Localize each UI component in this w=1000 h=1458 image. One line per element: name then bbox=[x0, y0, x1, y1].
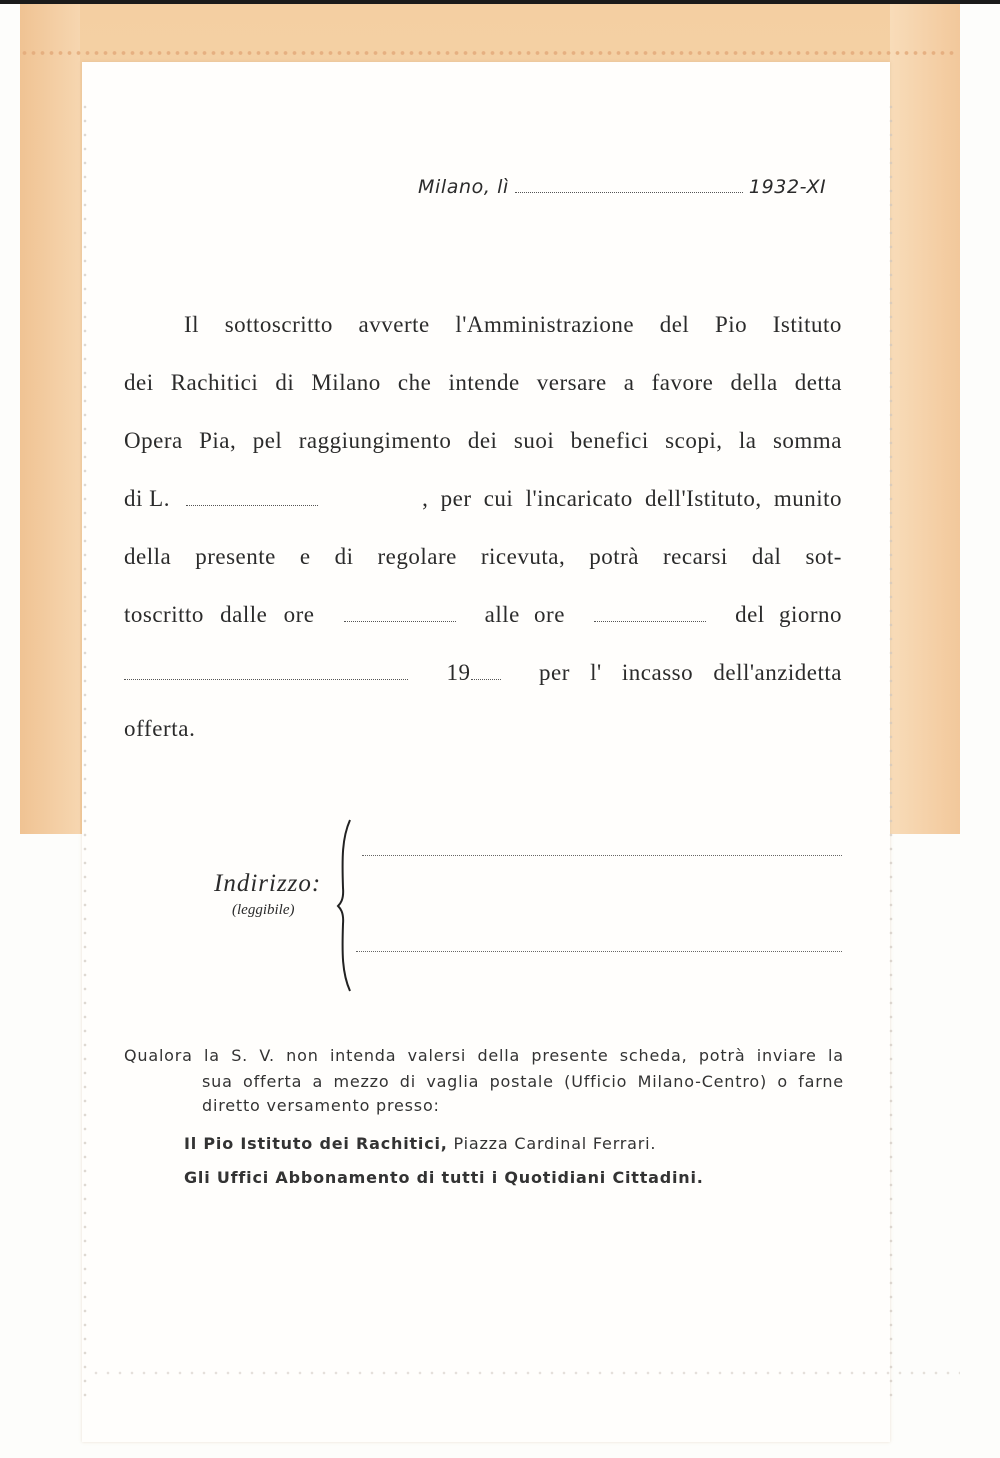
note-word: Qualora bbox=[124, 1046, 193, 1065]
body-word: Milano bbox=[311, 370, 381, 395]
amount-prefix: di L. bbox=[124, 486, 170, 511]
body-word: dei bbox=[467, 428, 498, 453]
body-word: che bbox=[397, 370, 432, 395]
note-word: V. bbox=[259, 1046, 275, 1065]
address-sublabel: (leggibile) bbox=[232, 902, 295, 918]
note-line-2 bbox=[202, 1072, 844, 1091]
place-text: Milano, lì bbox=[418, 176, 509, 198]
body-word: recarsi bbox=[663, 544, 728, 569]
note-word: non bbox=[286, 1046, 319, 1065]
body-word: del bbox=[659, 312, 690, 337]
body-line-5 bbox=[124, 544, 842, 570]
amount-blank[interactable] bbox=[186, 504, 318, 506]
body-line-8: offerta. bbox=[124, 716, 196, 741]
note-word: sua bbox=[202, 1072, 233, 1091]
line6-text-c: del giorno bbox=[735, 602, 842, 627]
note-word: mezzo bbox=[333, 1072, 390, 1091]
body-word: dei bbox=[124, 370, 154, 395]
body-word: presente bbox=[195, 544, 276, 569]
body-word: somma bbox=[772, 428, 842, 453]
body-word: scopi, bbox=[665, 428, 723, 453]
body-word: Pio bbox=[714, 312, 748, 337]
note-word: a bbox=[312, 1072, 324, 1091]
line6-text-a: toscritto dalle ore bbox=[124, 602, 315, 627]
body-word: sottoscritto bbox=[224, 312, 333, 337]
note-word: presente bbox=[531, 1046, 609, 1065]
body-word: intende bbox=[448, 370, 520, 395]
note-word: di bbox=[399, 1072, 416, 1091]
note-address-1 bbox=[184, 1134, 656, 1153]
note-word: farne bbox=[798, 1072, 844, 1091]
perforation-left bbox=[82, 100, 88, 1400]
note-word: la bbox=[827, 1046, 844, 1065]
body-line-7 bbox=[124, 660, 842, 686]
date-line bbox=[418, 176, 826, 198]
date-blank[interactable] bbox=[515, 191, 743, 193]
body-line-3 bbox=[124, 428, 842, 454]
year-blank[interactable] bbox=[471, 678, 501, 680]
note-word: (Ufficio bbox=[564, 1072, 628, 1091]
body-word: raggiungimento bbox=[298, 428, 452, 453]
body-word: Istituto bbox=[772, 312, 842, 337]
note-word: inviare bbox=[756, 1046, 817, 1065]
curly-brace-icon bbox=[336, 818, 356, 993]
body-word: Opera bbox=[124, 428, 183, 453]
perforation-top bbox=[20, 48, 955, 58]
day-blank[interactable] bbox=[124, 678, 408, 680]
line4-text: , per cui l'incaricato dell'Istituto, munito bbox=[422, 486, 842, 511]
note-word: intenda bbox=[329, 1046, 397, 1065]
address-field-2[interactable] bbox=[356, 951, 842, 952]
year-prefix: 19 bbox=[446, 660, 471, 685]
body-word: potrà bbox=[589, 544, 639, 569]
note-word: vaglia bbox=[426, 1072, 480, 1091]
body-word: l'Amministrazione bbox=[455, 312, 635, 337]
hour-to-blank[interactable] bbox=[594, 620, 706, 622]
institute-name: Il Pio Istituto dei Rachitici, bbox=[184, 1134, 448, 1153]
note-word: Milano-Centro) bbox=[637, 1072, 767, 1091]
note-word: postale bbox=[489, 1072, 554, 1091]
body-line-1 bbox=[184, 312, 842, 338]
body-word: della bbox=[124, 544, 172, 569]
paper-stain-right bbox=[890, 4, 960, 834]
body-word: avverte bbox=[358, 312, 430, 337]
year-text: 1932-XI bbox=[748, 176, 827, 198]
note-word: o bbox=[777, 1072, 788, 1091]
body-word: di bbox=[334, 544, 354, 569]
line7-text: per l' incasso dell'anzidetta bbox=[539, 660, 842, 685]
hour-from-blank[interactable] bbox=[344, 620, 456, 622]
body-word: benefici bbox=[570, 428, 649, 453]
body-word: favore bbox=[651, 370, 714, 395]
body-word: e bbox=[299, 544, 311, 569]
line6-text-b: alle ore bbox=[484, 602, 565, 627]
body-word: regolare bbox=[377, 544, 457, 569]
note-line-1 bbox=[124, 1046, 844, 1065]
institute-address: Piazza Cardinal Ferrari. bbox=[447, 1134, 657, 1153]
note-word: la bbox=[204, 1046, 220, 1065]
body-word: di bbox=[275, 370, 295, 395]
perforation-bottom bbox=[90, 1370, 960, 1376]
note-word: della bbox=[477, 1046, 521, 1065]
body-word: detta bbox=[794, 370, 842, 395]
body-word: Il bbox=[184, 312, 200, 337]
body-word: versare bbox=[536, 370, 607, 395]
note-word: S. bbox=[231, 1046, 249, 1065]
paper-stain-left bbox=[20, 4, 80, 834]
note-word: potrà bbox=[698, 1046, 746, 1065]
body-word: suoi bbox=[513, 428, 555, 453]
note-address-2: Gli Uffici Abbonamento di tutti i Quotidiani Cittadini. bbox=[184, 1168, 704, 1187]
body-line-2 bbox=[124, 370, 842, 396]
body-word: la bbox=[738, 428, 757, 453]
note-word: scheda, bbox=[619, 1046, 688, 1065]
body-word: dal bbox=[751, 544, 782, 569]
form-sheet bbox=[82, 62, 890, 1442]
note-word: valersi bbox=[407, 1046, 467, 1065]
body-word: della bbox=[730, 370, 778, 395]
body-word: Rachitici bbox=[170, 370, 259, 395]
body-line-4 bbox=[124, 486, 842, 512]
body-word: sot- bbox=[805, 544, 842, 569]
body-word: a bbox=[623, 370, 635, 395]
body-word: pel bbox=[252, 428, 283, 453]
body-word: Pia, bbox=[199, 428, 237, 453]
address-field-1[interactable] bbox=[362, 855, 842, 856]
body-line-6 bbox=[124, 602, 842, 628]
address-label: Indirizzo: bbox=[214, 870, 322, 897]
note-line-3: diretto versamento presso: bbox=[202, 1096, 440, 1115]
body-word: ricevuta, bbox=[480, 544, 566, 569]
perforation-right bbox=[888, 100, 894, 1400]
note-word: offerta bbox=[243, 1072, 303, 1091]
